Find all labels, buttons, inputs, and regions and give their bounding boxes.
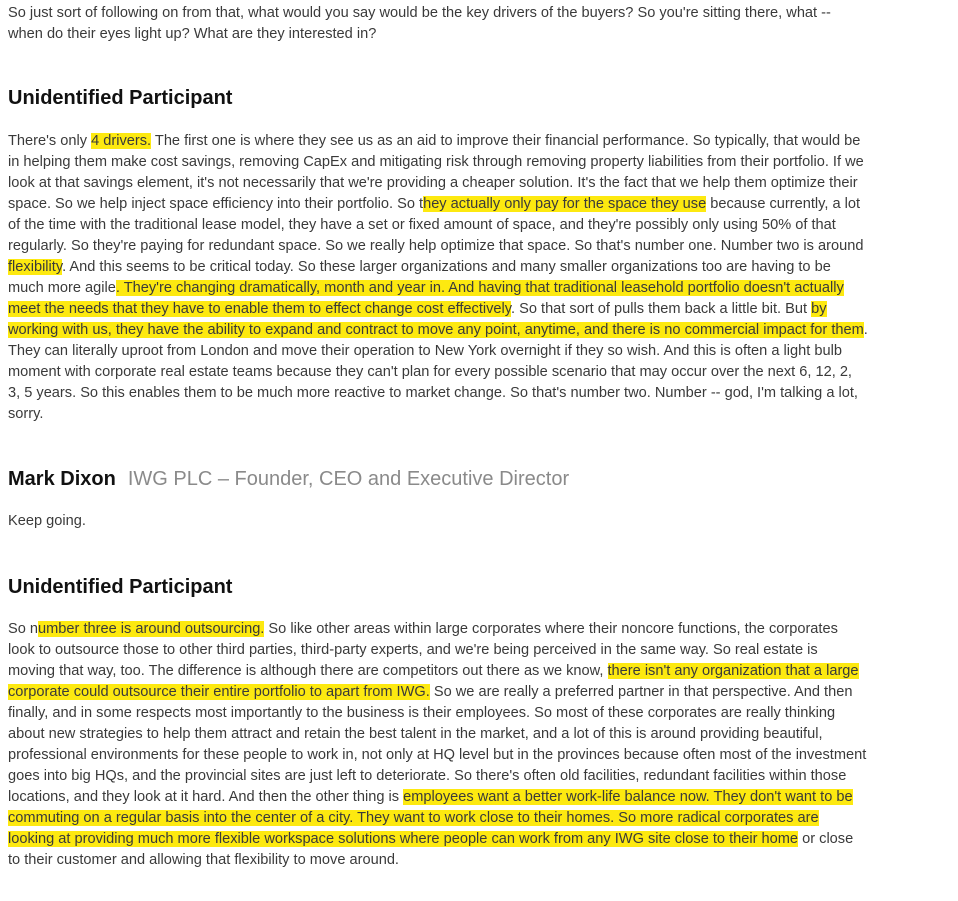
transcript-paragraph <box>8 131 868 425</box>
speaker-heading <box>8 574 232 600</box>
text-segment: So n <box>8 621 39 637</box>
text-segment: . And this seems to be critical today. So these larger organizations and many smaller organizations too are having to be much more agile <box>8 259 831 296</box>
highlighted-text: flexibility <box>8 259 63 275</box>
text-segment: because currently, a lot of the time with the traditional lease model, they have a set or fixed amount of space, and they're possibly only using 50% of that regularly. So they're paying for redundant space. So we really help optimize that space. So that's number one. Number two is around <box>8 196 864 254</box>
highlighted-text: . They're changing dramatically, month and year in. And having that traditional leasehold portfolio doesn't actually meet the needs that they have to enable them to effect change cost effectively <box>8 280 844 317</box>
highlighted-text: there isn't any organization that a large corporate could outsource their entire portfolio to apart from IWG. <box>8 663 859 700</box>
transcript-paragraph <box>8 619 868 871</box>
text-segment: So we are really a preferred partner in that perspective. And then finally, and in some respects most importantly to the business is their employees. So most of these corporates are really thinking about new strategies to help them attract and retain the best talent in the market, and a lot of this is around providing beautiful, professional environments for these people to work in, not only at HQ level but in the provinces because often most of the investment goes into big HQs, and the provincial sites are just left to deteriorate. So there's often old facilities, redundant facilities within those locations, and they look at it hard. And then the other thing is <box>8 684 867 805</box>
speaker-name: Unidentified Participant <box>8 576 233 598</box>
text-segment: . They can literally uproot from London and move their operation to New York overnight if they so wish. And this is often a light bulb moment with corporate real estate teams because they can't plan for every possible scenario that may occur over the next 6, 12, 2, 3, 5 years. So this enables them to be much more reactive to market change. So that's number two. Number -- god, I'm talking a lot, sorry. <box>8 322 868 422</box>
text-segment: So just sort of following on from that, what would you say would be the key drivers of the buyers? So you're sitting there, what -- when do their eyes light up? What are they interested in? <box>8 5 831 42</box>
highlighted-text: by working with us, they have the ability to expand and contract to move any point, anytime, and there is no commercial impact for them <box>8 301 864 338</box>
speaker-name: Mark Dixon <box>8 468 116 490</box>
speaker-role: IWG PLC – Founder, CEO and Executive Director <box>127 468 570 490</box>
text-segment: The first one is where they see us as an aid to improve their financial performance. So typically, that would be in helping them make cost savings, removing CapEx and mitigating risk through removing property liabilities from their portfolio. If we look at that savings element, it's not necessarily that we're providing a cheaper solution. It's the fact that we help them optimize their space. So we help inject space efficiency into their portfolio. So t <box>8 133 864 212</box>
highlighted-text: 4 drivers. <box>91 133 152 149</box>
text-segment: . So that sort of pulls them back a little bit. But <box>511 301 812 317</box>
highlighted-text: umber three is around outsourcing. <box>38 621 265 637</box>
text-segment: Keep going. <box>8 513 86 529</box>
highlighted-text: hey actually only pay for the space they use <box>423 196 707 212</box>
speaker-name: Unidentified Participant <box>8 87 233 109</box>
text-segment: So like other areas within large corporates where their noncore functions, the corporates look to outsource those to other third parties, third-party experts, and we're being perceived in the same way. So real estate is moving that way, too. The difference is although there are competitors out there as we know, <box>8 621 838 679</box>
transcript-paragraph <box>8 511 868 532</box>
speaker-heading <box>8 466 569 492</box>
text-segment: or close to their customer and allowing that flexibility to move around. <box>8 831 854 868</box>
text-segment: There's only <box>8 133 92 149</box>
transcript-paragraph <box>8 3 868 45</box>
highlighted-text: employees want a better work-life balance now. They don't want to be commuting on a regular basis into the center of a city. They want to work close to their homes. So more radical corporates are looking at providing much more flexible workspace solutions where people can work from any IWG site close to their home <box>8 789 853 847</box>
speaker-heading <box>8 85 232 111</box>
